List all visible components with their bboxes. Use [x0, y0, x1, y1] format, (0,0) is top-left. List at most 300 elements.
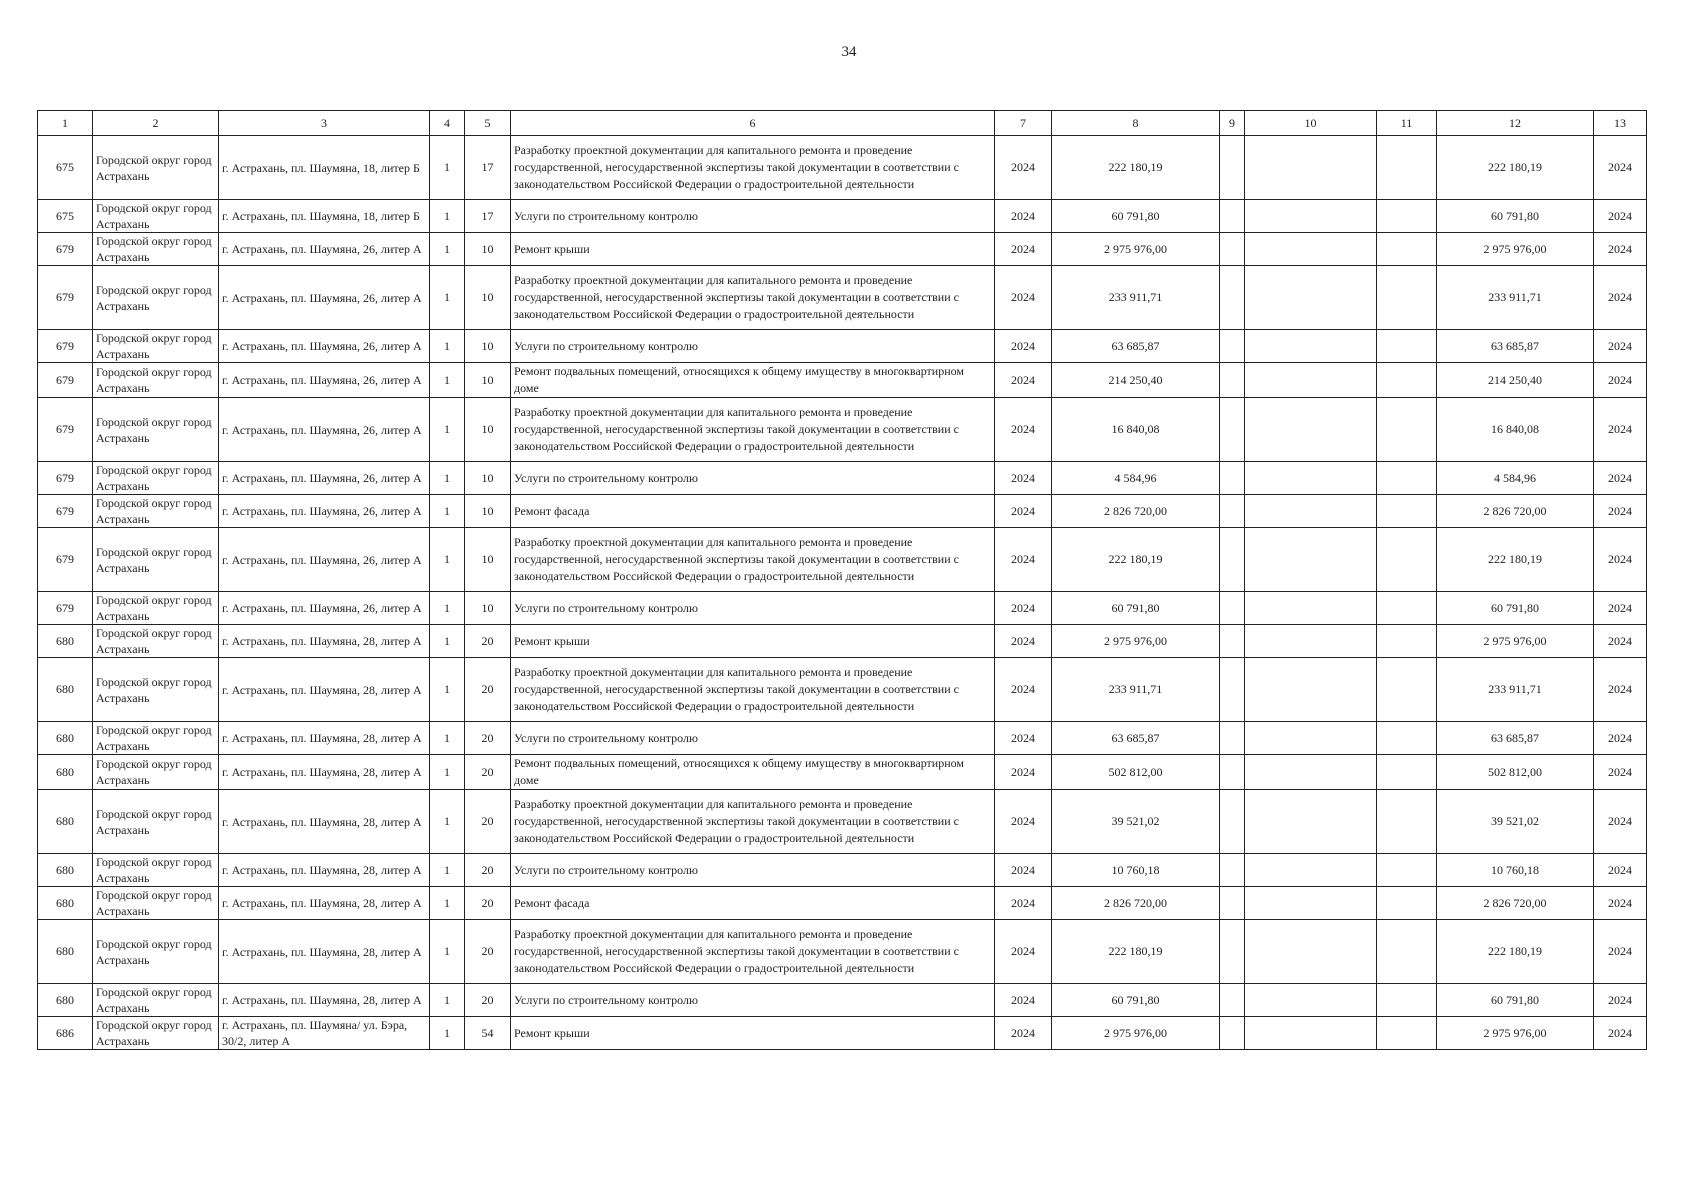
completion-year-cell: 2024 [1594, 233, 1647, 266]
table-row [38, 722, 1647, 755]
total-cost-cell: 222 180,19 [1437, 136, 1594, 200]
column-9-cell [1220, 1017, 1245, 1050]
completion-year-cell: 2024 [1594, 790, 1647, 854]
cost-cell: 2 975 976,00 [1052, 1017, 1220, 1050]
municipality-cell: Городской округ город Астрахань [93, 528, 219, 592]
column-4-cell: 1 [430, 200, 465, 233]
table-row [38, 330, 1647, 363]
column-11-cell [1377, 658, 1437, 722]
cost-cell: 214 250,40 [1052, 363, 1220, 398]
row-number-cell: 675 [38, 136, 93, 200]
row-number-cell: 679 [38, 330, 93, 363]
municipality-cell: Городской округ город Астрахань [93, 233, 219, 266]
municipality-cell: Городской округ город Астрахань [93, 625, 219, 658]
cost-cell: 4 584,96 [1052, 462, 1220, 495]
address-cell: г. Астрахань, пл. Шаумяна, 26, литер А [219, 363, 430, 398]
row-number-cell: 679 [38, 528, 93, 592]
table-body [38, 136, 1647, 1050]
column-number-header: 9 [1220, 111, 1245, 136]
cost-cell: 10 760,18 [1052, 854, 1220, 887]
column-4-cell: 1 [430, 854, 465, 887]
table-row [38, 266, 1647, 330]
table-row [38, 398, 1647, 462]
work-type-cell: Ремонт крыши [511, 625, 995, 658]
table-row [38, 854, 1647, 887]
row-number-cell: 680 [38, 984, 93, 1017]
year-cell: 2024 [995, 200, 1052, 233]
row-number-cell: 680 [38, 854, 93, 887]
work-type-cell: Разработку проектной документации для капитального ремонта и проведение государственной, негосударственной экспертизы такой документации в соответствии с законодательством Российской Федерации о градостроительной деятельности [511, 136, 995, 200]
column-5-cell: 10 [465, 266, 511, 330]
column-11-cell [1377, 136, 1437, 200]
cost-cell: 222 180,19 [1052, 920, 1220, 984]
column-5-cell: 20 [465, 920, 511, 984]
column-11-cell [1377, 266, 1437, 330]
column-10-cell [1245, 363, 1377, 398]
cost-cell: 222 180,19 [1052, 528, 1220, 592]
cost-cell: 60 791,80 [1052, 984, 1220, 1017]
column-4-cell: 1 [430, 266, 465, 330]
column-4-cell: 1 [430, 887, 465, 920]
work-type-cell: Услуги по строительному контролю [511, 984, 995, 1017]
row-number-cell: 680 [38, 920, 93, 984]
column-11-cell [1377, 495, 1437, 528]
municipality-cell: Городской округ город Астрахань [93, 462, 219, 495]
total-cost-cell: 2 975 976,00 [1437, 233, 1594, 266]
total-cost-cell: 502 812,00 [1437, 755, 1594, 790]
year-cell: 2024 [995, 658, 1052, 722]
municipality-cell: Городской округ город Астрахань [93, 330, 219, 363]
column-9-cell [1220, 920, 1245, 984]
year-cell: 2024 [995, 1017, 1052, 1050]
work-type-cell: Ремонт крыши [511, 233, 995, 266]
cost-cell: 2 826 720,00 [1052, 495, 1220, 528]
column-11-cell [1377, 755, 1437, 790]
column-9-cell [1220, 363, 1245, 398]
row-number-cell: 679 [38, 592, 93, 625]
cost-cell: 233 911,71 [1052, 658, 1220, 722]
table-row [38, 887, 1647, 920]
column-5-cell: 10 [465, 398, 511, 462]
table-header [38, 111, 1647, 136]
year-cell: 2024 [995, 854, 1052, 887]
column-9-cell [1220, 625, 1245, 658]
municipality-cell: Городской округ город Астрахань [93, 1017, 219, 1050]
year-cell: 2024 [995, 136, 1052, 200]
column-10-cell [1245, 625, 1377, 658]
column-10-cell [1245, 790, 1377, 854]
column-5-cell: 10 [465, 462, 511, 495]
work-type-cell: Услуги по строительному контролю [511, 854, 995, 887]
row-number-cell: 679 [38, 398, 93, 462]
completion-year-cell: 2024 [1594, 625, 1647, 658]
table-row [38, 658, 1647, 722]
work-type-cell: Разработку проектной документации для капитального ремонта и проведение государственной, негосударственной экспертизы такой документации в соответствии с законодательством Российской Федерации о градостроительной деятельности [511, 920, 995, 984]
column-11-cell [1377, 398, 1437, 462]
table-row [38, 233, 1647, 266]
column-10-cell [1245, 887, 1377, 920]
column-10-cell [1245, 854, 1377, 887]
row-number-cell: 680 [38, 625, 93, 658]
column-10-cell [1245, 266, 1377, 330]
column-4-cell: 1 [430, 755, 465, 790]
total-cost-cell: 2 975 976,00 [1437, 1017, 1594, 1050]
year-cell: 2024 [995, 495, 1052, 528]
column-11-cell [1377, 363, 1437, 398]
address-cell: г. Астрахань, пл. Шаумяна, 26, литер А [219, 495, 430, 528]
column-5-cell: 10 [465, 233, 511, 266]
work-type-cell: Ремонт фасада [511, 887, 995, 920]
work-type-cell: Разработку проектной документации для капитального ремонта и проведение государственной, негосударственной экспертизы такой документации в соответствии с законодательством Российской Федерации о градостроительной деятельности [511, 790, 995, 854]
row-number-cell: 679 [38, 462, 93, 495]
column-number-header: 5 [465, 111, 511, 136]
address-cell: г. Астрахань, пл. Шаумяна, 26, литер А [219, 592, 430, 625]
column-11-cell [1377, 887, 1437, 920]
column-5-cell: 10 [465, 363, 511, 398]
address-cell: г. Астрахань, пл. Шаумяна, 18, литер Б [219, 200, 430, 233]
column-10-cell [1245, 755, 1377, 790]
total-cost-cell: 2 975 976,00 [1437, 625, 1594, 658]
total-cost-cell: 60 791,80 [1437, 592, 1594, 625]
work-type-cell: Услуги по строительному контролю [511, 592, 995, 625]
column-9-cell [1220, 495, 1245, 528]
address-cell: г. Астрахань, пл. Шаумяна, 26, литер А [219, 330, 430, 363]
municipality-cell: Городской округ город Астрахань [93, 398, 219, 462]
municipality-cell: Городской округ город Астрахань [93, 658, 219, 722]
column-9-cell [1220, 790, 1245, 854]
row-number-cell: 680 [38, 887, 93, 920]
column-5-cell: 10 [465, 495, 511, 528]
column-5-cell: 20 [465, 984, 511, 1017]
completion-year-cell: 2024 [1594, 1017, 1647, 1050]
municipality-cell: Городской округ город Астрахань [93, 755, 219, 790]
completion-year-cell: 2024 [1594, 854, 1647, 887]
column-number-header: 10 [1245, 111, 1377, 136]
total-cost-cell: 10 760,18 [1437, 854, 1594, 887]
year-cell: 2024 [995, 984, 1052, 1017]
work-type-cell: Услуги по строительному контролю [511, 200, 995, 233]
cost-cell: 2 826 720,00 [1052, 887, 1220, 920]
column-9-cell [1220, 722, 1245, 755]
cost-cell: 60 791,80 [1052, 200, 1220, 233]
address-cell: г. Астрахань, пл. Шаумяна, 28, литер А [219, 984, 430, 1017]
column-4-cell: 1 [430, 136, 465, 200]
table-row [38, 625, 1647, 658]
column-4-cell: 1 [430, 398, 465, 462]
completion-year-cell: 2024 [1594, 200, 1647, 233]
column-9-cell [1220, 592, 1245, 625]
column-4-cell: 1 [430, 233, 465, 266]
total-cost-cell: 222 180,19 [1437, 920, 1594, 984]
column-11-cell [1377, 330, 1437, 363]
municipality-cell: Городской округ город Астрахань [93, 887, 219, 920]
column-10-cell [1245, 495, 1377, 528]
total-cost-cell: 4 584,96 [1437, 462, 1594, 495]
row-number-cell: 680 [38, 755, 93, 790]
column-10-cell [1245, 1017, 1377, 1050]
column-5-cell: 54 [465, 1017, 511, 1050]
column-10-cell [1245, 984, 1377, 1017]
column-11-cell [1377, 722, 1437, 755]
completion-year-cell: 2024 [1594, 887, 1647, 920]
municipality-cell: Городской округ город Астрахань [93, 200, 219, 233]
address-cell: г. Астрахань, пл. Шаумяна, 28, литер А [219, 854, 430, 887]
year-cell: 2024 [995, 398, 1052, 462]
work-type-cell: Разработку проектной документации для капитального ремонта и проведение государственной, негосударственной экспертизы такой документации в соответствии с законодательством Российской Федерации о градостроительной деятельности [511, 398, 995, 462]
column-10-cell [1245, 330, 1377, 363]
row-number-cell: 679 [38, 495, 93, 528]
column-5-cell: 17 [465, 136, 511, 200]
column-4-cell: 1 [430, 528, 465, 592]
column-11-cell [1377, 920, 1437, 984]
column-10-cell [1245, 722, 1377, 755]
column-4-cell: 1 [430, 984, 465, 1017]
column-4-cell: 1 [430, 462, 465, 495]
column-5-cell: 20 [465, 755, 511, 790]
year-cell: 2024 [995, 790, 1052, 854]
cost-cell: 63 685,87 [1052, 330, 1220, 363]
total-cost-cell: 60 791,80 [1437, 984, 1594, 1017]
municipality-cell: Городской округ город Астрахань [93, 920, 219, 984]
completion-year-cell: 2024 [1594, 136, 1647, 200]
column-11-cell [1377, 592, 1437, 625]
column-4-cell: 1 [430, 330, 465, 363]
address-cell: г. Астрахань, пл. Шаумяна, 28, литер А [219, 920, 430, 984]
year-cell: 2024 [995, 920, 1052, 984]
total-cost-cell: 39 521,02 [1437, 790, 1594, 854]
column-4-cell: 1 [430, 495, 465, 528]
address-cell: г. Астрахань, пл. Шаумяна, 28, литер А [219, 887, 430, 920]
completion-year-cell: 2024 [1594, 528, 1647, 592]
column-number-header: 3 [219, 111, 430, 136]
row-number-cell: 680 [38, 790, 93, 854]
table-row [38, 200, 1647, 233]
municipality-cell: Городской округ город Астрахань [93, 722, 219, 755]
table-row [38, 462, 1647, 495]
work-type-cell: Услуги по строительному контролю [511, 462, 995, 495]
column-11-cell [1377, 854, 1437, 887]
column-11-cell [1377, 790, 1437, 854]
year-cell: 2024 [995, 266, 1052, 330]
row-number-cell: 679 [38, 266, 93, 330]
column-11-cell [1377, 233, 1437, 266]
address-cell: г. Астрахань, пл. Шаумяна, 18, литер Б [219, 136, 430, 200]
column-10-cell [1245, 592, 1377, 625]
total-cost-cell: 63 685,87 [1437, 722, 1594, 755]
table-row [38, 495, 1647, 528]
cost-cell: 2 975 976,00 [1052, 233, 1220, 266]
completion-year-cell: 2024 [1594, 495, 1647, 528]
column-number-header: 2 [93, 111, 219, 136]
column-9-cell [1220, 984, 1245, 1017]
table-row [38, 1017, 1647, 1050]
completion-year-cell: 2024 [1594, 266, 1647, 330]
column-10-cell [1245, 200, 1377, 233]
table-row [38, 790, 1647, 854]
column-5-cell: 20 [465, 854, 511, 887]
column-10-cell [1245, 658, 1377, 722]
cost-cell: 502 812,00 [1052, 755, 1220, 790]
column-10-cell [1245, 920, 1377, 984]
column-number-header: 11 [1377, 111, 1437, 136]
column-9-cell [1220, 233, 1245, 266]
column-9-cell [1220, 398, 1245, 462]
table-row [38, 755, 1647, 790]
address-cell: г. Астрахань, пл. Шаумяна, 28, литер А [219, 625, 430, 658]
year-cell: 2024 [995, 755, 1052, 790]
column-9-cell [1220, 528, 1245, 592]
total-cost-cell: 214 250,40 [1437, 363, 1594, 398]
municipality-cell: Городской округ город Астрахань [93, 984, 219, 1017]
work-type-cell: Разработку проектной документации для капитального ремонта и проведение государственной, негосударственной экспертизы такой документации в соответствии с законодательством Российской Федерации о градостроительной деятельности [511, 658, 995, 722]
column-11-cell [1377, 528, 1437, 592]
column-5-cell: 10 [465, 592, 511, 625]
year-cell: 2024 [995, 528, 1052, 592]
municipality-cell: Городской округ город Астрахань [93, 790, 219, 854]
row-number-cell: 680 [38, 722, 93, 755]
work-type-cell: Ремонт крыши [511, 1017, 995, 1050]
table-row [38, 592, 1647, 625]
column-4-cell: 1 [430, 790, 465, 854]
completion-year-cell: 2024 [1594, 330, 1647, 363]
completion-year-cell: 2024 [1594, 755, 1647, 790]
column-10-cell [1245, 233, 1377, 266]
column-number-row [38, 111, 1647, 136]
year-cell: 2024 [995, 625, 1052, 658]
column-4-cell: 1 [430, 592, 465, 625]
work-type-cell: Услуги по строительному контролю [511, 330, 995, 363]
column-4-cell: 1 [430, 625, 465, 658]
column-number-header: 8 [1052, 111, 1220, 136]
year-cell: 2024 [995, 330, 1052, 363]
year-cell: 2024 [995, 722, 1052, 755]
column-4-cell: 1 [430, 363, 465, 398]
work-type-cell: Разработку проектной документации для капитального ремонта и проведение государственной, негосударственной экспертизы такой документации в соответствии с законодательством Российской Федерации о градостроительной деятельности [511, 266, 995, 330]
cost-cell: 60 791,80 [1052, 592, 1220, 625]
year-cell: 2024 [995, 363, 1052, 398]
total-cost-cell: 60 791,80 [1437, 200, 1594, 233]
address-cell: г. Астрахань, пл. Шаумяна, 28, литер А [219, 755, 430, 790]
completion-year-cell: 2024 [1594, 398, 1647, 462]
repair-registry-table [37, 110, 1647, 1050]
column-9-cell [1220, 266, 1245, 330]
completion-year-cell: 2024 [1594, 722, 1647, 755]
column-number-header: 12 [1437, 111, 1594, 136]
year-cell: 2024 [995, 462, 1052, 495]
cost-cell: 16 840,08 [1052, 398, 1220, 462]
column-5-cell: 10 [465, 528, 511, 592]
address-cell: г. Астрахань, пл. Шаумяна, 26, литер А [219, 398, 430, 462]
table-row [38, 363, 1647, 398]
work-type-cell: Ремонт фасада [511, 495, 995, 528]
column-5-cell: 20 [465, 722, 511, 755]
column-number-header: 7 [995, 111, 1052, 136]
table-row [38, 920, 1647, 984]
column-9-cell [1220, 136, 1245, 200]
total-cost-cell: 233 911,71 [1437, 266, 1594, 330]
column-5-cell: 10 [465, 330, 511, 363]
address-cell: г. Астрахань, пл. Шаумяна, 28, литер А [219, 658, 430, 722]
column-9-cell [1220, 330, 1245, 363]
column-11-cell [1377, 1017, 1437, 1050]
column-number-header: 6 [511, 111, 995, 136]
column-4-cell: 1 [430, 658, 465, 722]
cost-cell: 39 521,02 [1052, 790, 1220, 854]
table-row [38, 528, 1647, 592]
table-row [38, 136, 1647, 200]
column-number-header: 1 [38, 111, 93, 136]
column-9-cell [1220, 755, 1245, 790]
municipality-cell: Городской округ город Астрахань [93, 592, 219, 625]
row-number-cell: 680 [38, 658, 93, 722]
column-9-cell [1220, 200, 1245, 233]
column-9-cell [1220, 462, 1245, 495]
column-5-cell: 20 [465, 625, 511, 658]
column-10-cell [1245, 462, 1377, 495]
completion-year-cell: 2024 [1594, 592, 1647, 625]
municipality-cell: Городской округ город Астрахань [93, 136, 219, 200]
column-5-cell: 17 [465, 200, 511, 233]
column-10-cell [1245, 398, 1377, 462]
completion-year-cell: 2024 [1594, 462, 1647, 495]
cost-cell: 233 911,71 [1052, 266, 1220, 330]
column-5-cell: 20 [465, 887, 511, 920]
column-5-cell: 20 [465, 790, 511, 854]
column-5-cell: 20 [465, 658, 511, 722]
year-cell: 2024 [995, 592, 1052, 625]
total-cost-cell: 16 840,08 [1437, 398, 1594, 462]
row-number-cell: 675 [38, 200, 93, 233]
total-cost-cell: 233 911,71 [1437, 658, 1594, 722]
address-cell: г. Астрахань, пл. Шаумяна, 26, литер А [219, 528, 430, 592]
municipality-cell: Городской округ город Астрахань [93, 495, 219, 528]
work-type-cell: Ремонт подвальных помещений, относящихся к общему имуществу в многоквартирном доме [511, 755, 995, 790]
address-cell: г. Астрахань, пл. Шаумяна, 28, литер А [219, 790, 430, 854]
column-4-cell: 1 [430, 722, 465, 755]
table-row [38, 984, 1647, 1017]
address-cell: г. Астрахань, пл. Шаумяна, 26, литер А [219, 233, 430, 266]
work-type-cell: Услуги по строительному контролю [511, 722, 995, 755]
total-cost-cell: 2 826 720,00 [1437, 887, 1594, 920]
row-number-cell: 679 [38, 363, 93, 398]
total-cost-cell: 2 826 720,00 [1437, 495, 1594, 528]
completion-year-cell: 2024 [1594, 984, 1647, 1017]
address-cell: г. Астрахань, пл. Шаумяна, 28, литер А [219, 722, 430, 755]
column-number-header: 13 [1594, 111, 1647, 136]
municipality-cell: Городской округ город Астрахань [93, 363, 219, 398]
column-9-cell [1220, 887, 1245, 920]
completion-year-cell: 2024 [1594, 658, 1647, 722]
municipality-cell: Городской округ город Астрахань [93, 266, 219, 330]
year-cell: 2024 [995, 233, 1052, 266]
work-type-cell: Ремонт подвальных помещений, относящихся к общему имуществу в многоквартирном доме [511, 363, 995, 398]
row-number-cell: 686 [38, 1017, 93, 1050]
year-cell: 2024 [995, 887, 1052, 920]
column-11-cell [1377, 200, 1437, 233]
cost-cell: 63 685,87 [1052, 722, 1220, 755]
completion-year-cell: 2024 [1594, 920, 1647, 984]
row-number-cell: 679 [38, 233, 93, 266]
cost-cell: 2 975 976,00 [1052, 625, 1220, 658]
column-11-cell [1377, 984, 1437, 1017]
address-cell: г. Астрахань, пл. Шаумяна, 26, литер А [219, 266, 430, 330]
column-9-cell [1220, 658, 1245, 722]
total-cost-cell: 222 180,19 [1437, 528, 1594, 592]
column-10-cell [1245, 528, 1377, 592]
address-cell: г. Астрахань, пл. Шаумяна/ ул. Бэра, 30/2, литер А [219, 1017, 430, 1050]
work-type-cell: Разработку проектной документации для капитального ремонта и проведение государственной, негосударственной экспертизы такой документации в соответствии с законодательством Российской Федерации о градостроительной деятельности [511, 528, 995, 592]
address-cell: г. Астрахань, пл. Шаумяна, 26, литер А [219, 462, 430, 495]
